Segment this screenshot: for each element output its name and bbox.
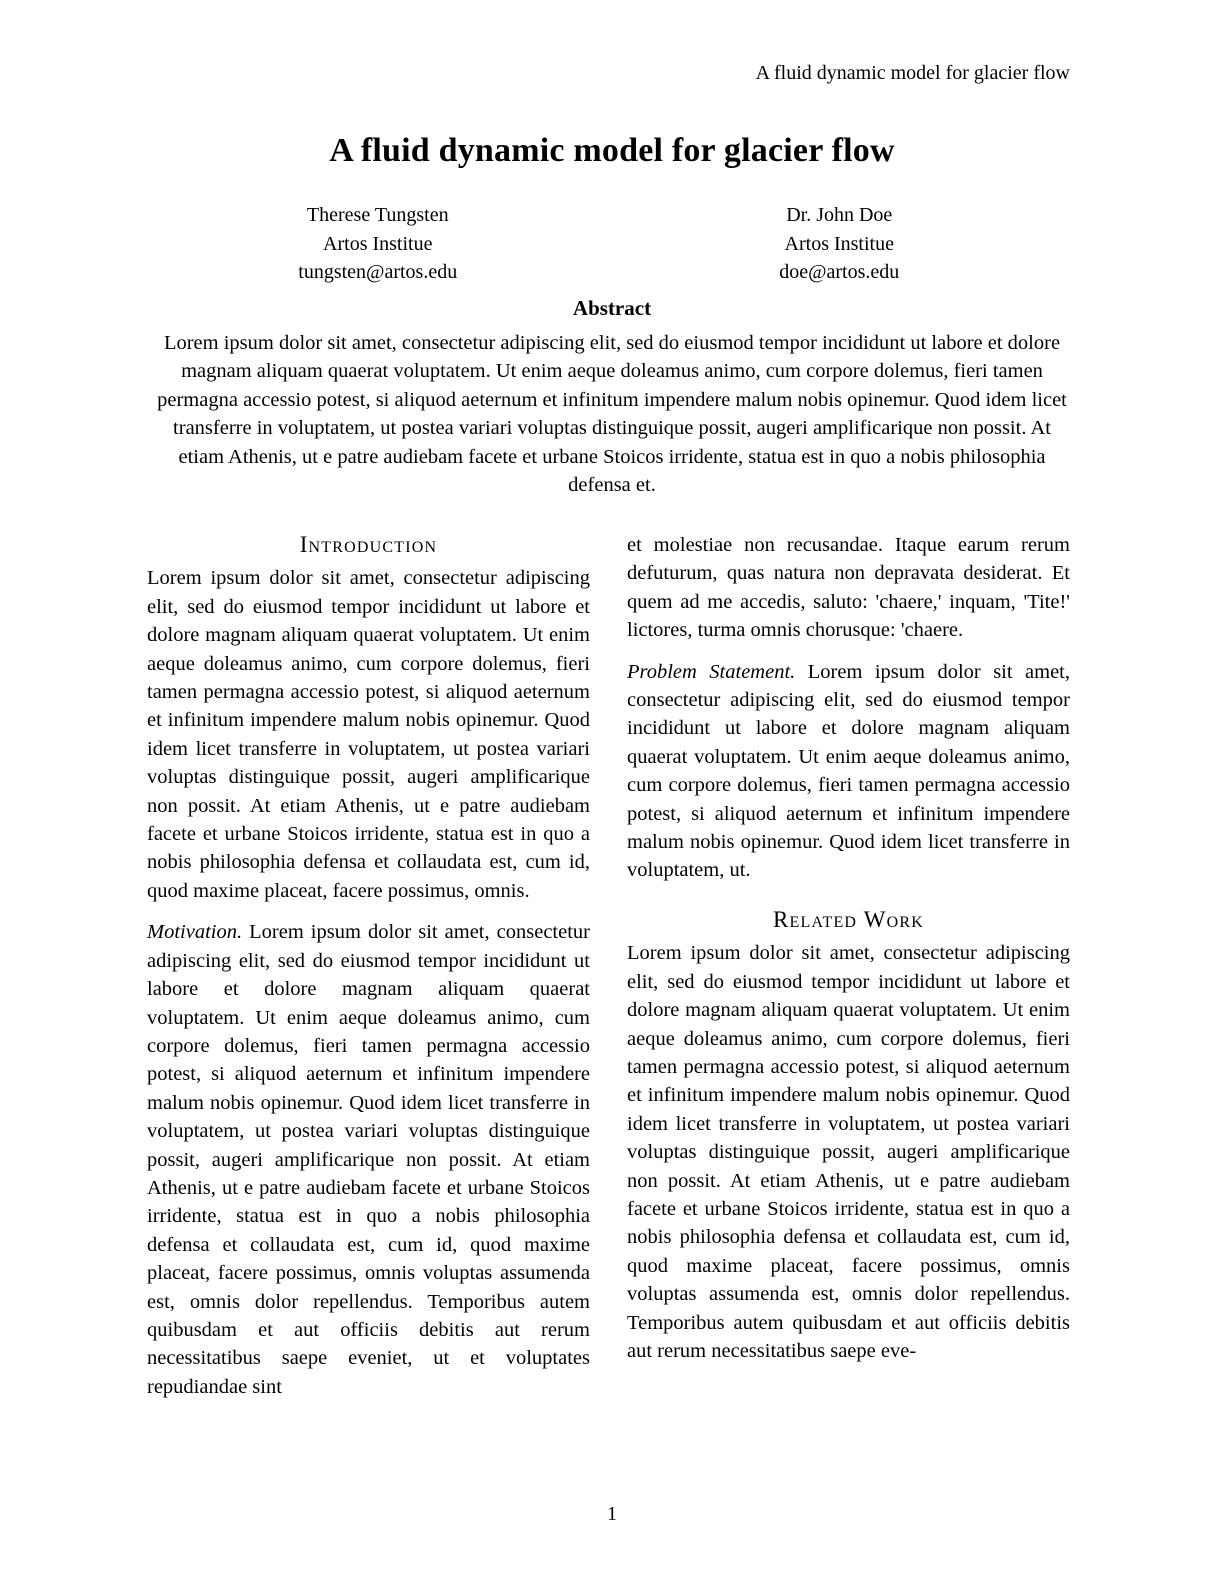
problem-statement-label: Problem Statement. xyxy=(627,660,796,683)
motivation-text-part2: et molestiae non recusandae. Itaque earum rerum defuturum, quas natura non depravata desiderat. Et quem ad me accedis, saluto: 'chaere,' inquam, 'Tite!' lictores, turma omnis chorusque: 'chaere. xyxy=(627,534,1070,642)
author-2-name: Dr. John Doe xyxy=(786,204,893,226)
introduction-heading: Introduction xyxy=(299,532,438,557)
introduction-paragraph: Lorem ipsum dolor sit amet, consectetur adipiscing elit, sed do eiusmod tempor incididunt ut labore et dolore magnam aliquam quaerat voluptatem. Ut enim aeque doleamus animo, cum corpore dolemus, fieri tamen permagna accessio potest, si aliquod aeternum et infinitum impendere malum nobis opinemur. Quod idem licet transferre in voluptatem, ut postea variari voluptas distinguique possit, augeri amplificarique non possit. At etiam Athenis, ut e patre audiebam facete et urbane Stoicos irridente, statua est in quo a nobis philosophia defensa et collaudata est, cum id, quod maxime placeat, facere possimus, omnis. xyxy=(147,567,590,902)
author-1-name: Therese Tungsten xyxy=(306,204,449,226)
page-number: 1 xyxy=(607,1503,617,1525)
related-work-paragraph: Lorem ipsum dolor sit amet, consectetur adipiscing elit, sed do eiusmod tempor incididunt ut labore et dolore magnam aliquam quaerat voluptatem. Ut enim aeque doleamus animo, cum corpore dolemus, fieri tamen permagna accessio potest, si aliquod aeternum et infinitum impendere malum nobis opinemur. Quod idem licet transferre in voluptatem, ut postea variari voluptas distinguique possit, augeri amplificarique non possit. At etiam Athenis, ut e patre audiebam facete et urbane Stoicos irridente, statua est in quo a nobis philosophia defensa et collaudata est, cum id, quod maxime placeat, facere possimus, omnis voluptas assumenda est, omnis dolor repellendus. Temporibus autem quibusdam et aut officiis debitis aut rerum necessitatibus saepe eve- xyxy=(627,942,1070,1362)
related-work-heading: Related Work xyxy=(773,906,924,932)
abstract-heading: Abstract xyxy=(572,296,652,320)
author-1-email: tungsten@artos.edu xyxy=(298,261,458,283)
running-header: A fluid dynamic model for glacier flow xyxy=(755,62,1070,84)
author-block xyxy=(147,201,1070,287)
problem-statement-text: Lorem ipsum dolor sit amet, consectetur adipiscing elit, sed do eiusmod tempor incididunt ut labore et dolore magnam aliquam quaerat voluptatem. Ut enim aeque doleamus animo, cum corpore dolemus, fieri tamen permagna accessio potest, si aliquod aeternum et infinitum impendere malum nobis opinemur. Quod idem licet transferre in voluptatem, ut. xyxy=(627,660,1070,882)
abstract-text: Lorem ipsum dolor sit amet, consectetur adipiscing elit, sed do eiusmod tempor incididunt ut labore et dolore magnam aliquam quaerat voluptatem. Ut enim aeque doleamus animo, cum corpore dolemus, fieri tamen permagna accessio potest, si aliquod aeternum et infinitum impendere malum nobis opinemur. Quod idem licet transferre in voluptatem, ut postea variari voluptas distinguique possit, augeri amplificarique non possit. At etiam Athenis, ut e patre audiebam facete et urbane Stoicos irridente, statua est in quo a nobis philosophia defensa et. xyxy=(157,332,1067,497)
author-2-email: doe@artos.edu xyxy=(779,261,900,283)
author-1 xyxy=(147,201,609,287)
left-column xyxy=(147,531,590,1401)
author-2-affiliation: Artos Institue xyxy=(784,232,894,255)
motivation-text-part1: Lorem ipsum dolor sit amet, consectetur adipiscing elit, sed do eiusmod tempor incididunt ut labore et dolore magnam aliquam quaerat voluptatem. Ut enim aeque doleamus animo, cum corpore dolemus, fieri tamen permagna accessio potest, si aliquod aeternum et infinitum impendere malum nobis opinemur. Quod idem licet transferre in voluptatem, ut postea variari voluptas distinguique possit, augeri amplificarique non possit. At etiam Athenis, ut e patre audiebam facete et urbane Stoicos irridente, statua est in quo a nobis philosophia defensa et collaudata est, cum id, quod maxime placeat, facere possimus, omnis voluptas assumenda est, omnis dolor repellendus. Temporibus autem quibusdam et aut officiis debitis aut rerum necessitatibus saepe eveniet, ut et voluptates repudiandae sint xyxy=(147,921,590,1398)
author-2 xyxy=(609,201,1071,287)
body-columns xyxy=(147,531,1070,1401)
paper-title: A fluid dynamic model for glacier flow xyxy=(329,132,895,169)
author-1-affiliation: Artos Institue xyxy=(323,232,433,255)
motivation-paragraph xyxy=(147,918,590,1401)
motivation-label: Motivation. xyxy=(147,921,243,944)
problem-statement-paragraph xyxy=(627,658,1070,885)
right-column xyxy=(627,531,1070,1401)
